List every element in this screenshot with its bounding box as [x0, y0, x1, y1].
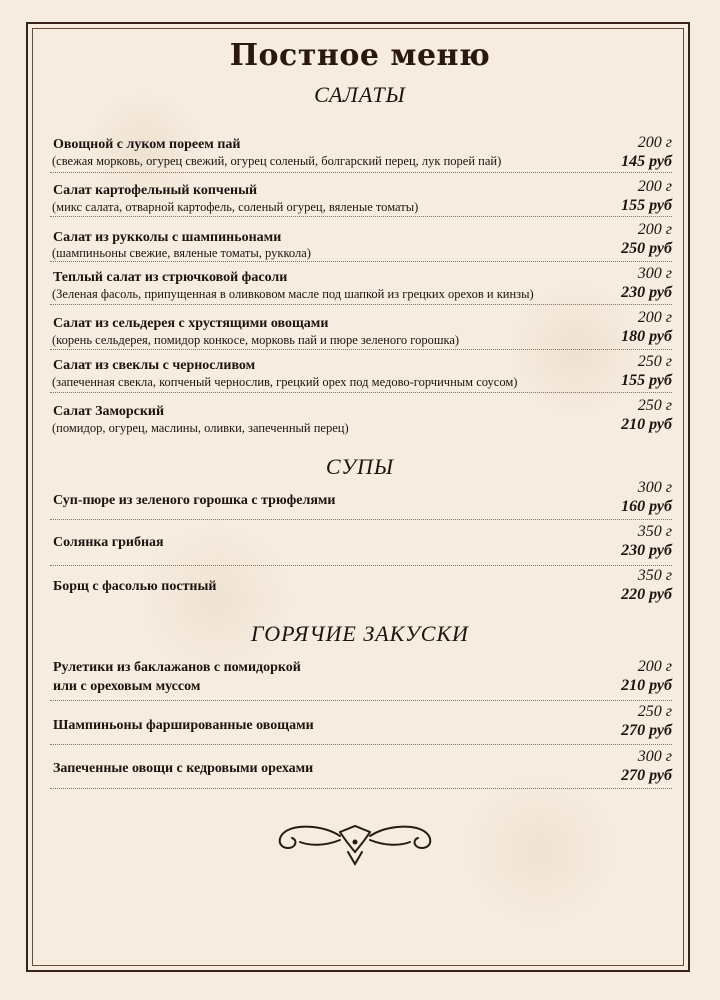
dotted-divider — [50, 392, 672, 393]
dotted-divider — [50, 700, 672, 701]
item-weight: 200 г — [637, 134, 672, 151]
item-name: Салат Заморский — [53, 404, 165, 419]
item-weight: 300 г — [637, 265, 672, 282]
item-price: 210 руб — [621, 677, 672, 694]
item-price: 270 руб — [621, 767, 672, 784]
item-price: 230 руб — [621, 542, 672, 559]
section-heading-soups: СУПЫ — [325, 454, 395, 479]
item-name: Шампиньоны фаршированные овощами — [53, 718, 314, 733]
item-name: Овощной с луком пореем пай — [53, 137, 241, 152]
item-weight: 200 г — [637, 658, 672, 675]
item-price: 220 руб — [621, 586, 672, 603]
item-name: Салат картофельный копченый — [53, 183, 258, 198]
item-weight: 300 г — [637, 748, 672, 765]
item-description: (шампиньоны свежие, вяленые томаты, руккола) — [52, 246, 311, 260]
ornament-divider-icon — [270, 824, 440, 870]
item-description: (Зеленая фасоль, припущенная в оливковом масле под шапкой из грецких орехов и кинзы) — [52, 287, 534, 301]
item-description: (свежая морковь, огурец свежий, огурец соленый, болгарский перец, лук порей пай) — [52, 154, 502, 168]
item-name-continued: или с ореховым муссом — [53, 679, 201, 694]
dotted-divider — [50, 519, 672, 520]
item-weight: 350 г — [637, 567, 672, 584]
item-name: Запеченные овощи с кедровыми орехами — [53, 761, 314, 776]
item-price: 160 руб — [621, 498, 672, 515]
item-weight: 250 г — [637, 703, 672, 720]
item-name: Рулетики из баклажанов с помидоркой — [53, 660, 301, 675]
section-heading-hot-starters: ГОРЯЧИЕ ЗАКУСКИ — [251, 621, 469, 646]
item-price: 145 руб — [621, 153, 672, 170]
item-description: (помидор, огурец, маслины, оливки, запеченный перец) — [52, 421, 349, 435]
item-price: 270 руб — [621, 722, 672, 739]
dotted-divider — [50, 744, 672, 745]
menu-title: Постное меню — [229, 38, 491, 73]
item-name: Салат из сельдерея с хрустящими овощами — [53, 316, 329, 331]
item-description: (микс салата, отварной картофель, соленый огурец, вяленые томаты) — [52, 200, 419, 214]
item-weight: 200 г — [637, 309, 672, 326]
item-price: 210 руб — [621, 416, 672, 433]
item-name: Теплый салат из стрючковой фасоли — [53, 270, 288, 285]
item-name: Суп-пюре из зеленого горошка с трюфелями — [53, 493, 336, 508]
item-description: (запеченная свекла, копченый чернослив, грецкий орех под медово-горчичным соусом) — [52, 375, 518, 389]
item-weight: 300 г — [637, 479, 672, 496]
section-heading-salads: САЛАТЫ — [314, 82, 406, 107]
dotted-divider — [50, 216, 672, 217]
item-price: 180 руб — [621, 328, 672, 345]
dotted-divider — [50, 172, 672, 173]
item-weight: 200 г — [637, 178, 672, 195]
dotted-divider — [50, 788, 672, 789]
item-price: 155 руб — [621, 372, 672, 389]
item-price: 250 руб — [621, 240, 672, 257]
dotted-divider — [50, 304, 672, 305]
item-name: Борщ с фасолью постный — [53, 579, 217, 594]
dotted-divider — [50, 565, 672, 566]
dotted-divider — [50, 261, 672, 262]
dotted-divider — [50, 349, 672, 350]
item-name: Салат из свеклы с черносливом — [53, 358, 256, 373]
item-weight: 200 г — [637, 221, 672, 238]
item-name: Солянка грибная — [53, 535, 164, 550]
item-price: 155 руб — [621, 197, 672, 214]
item-weight: 350 г — [637, 523, 672, 540]
item-price: 230 руб — [621, 284, 672, 301]
item-name: Салат из рукколы с шампиньонами — [53, 230, 282, 245]
item-weight: 250 г — [637, 353, 672, 370]
item-description: (корень сельдерея, помидор конкосе, морковь пай и пюре зеленого горошка) — [52, 333, 460, 347]
item-weight: 250 г — [637, 397, 672, 414]
